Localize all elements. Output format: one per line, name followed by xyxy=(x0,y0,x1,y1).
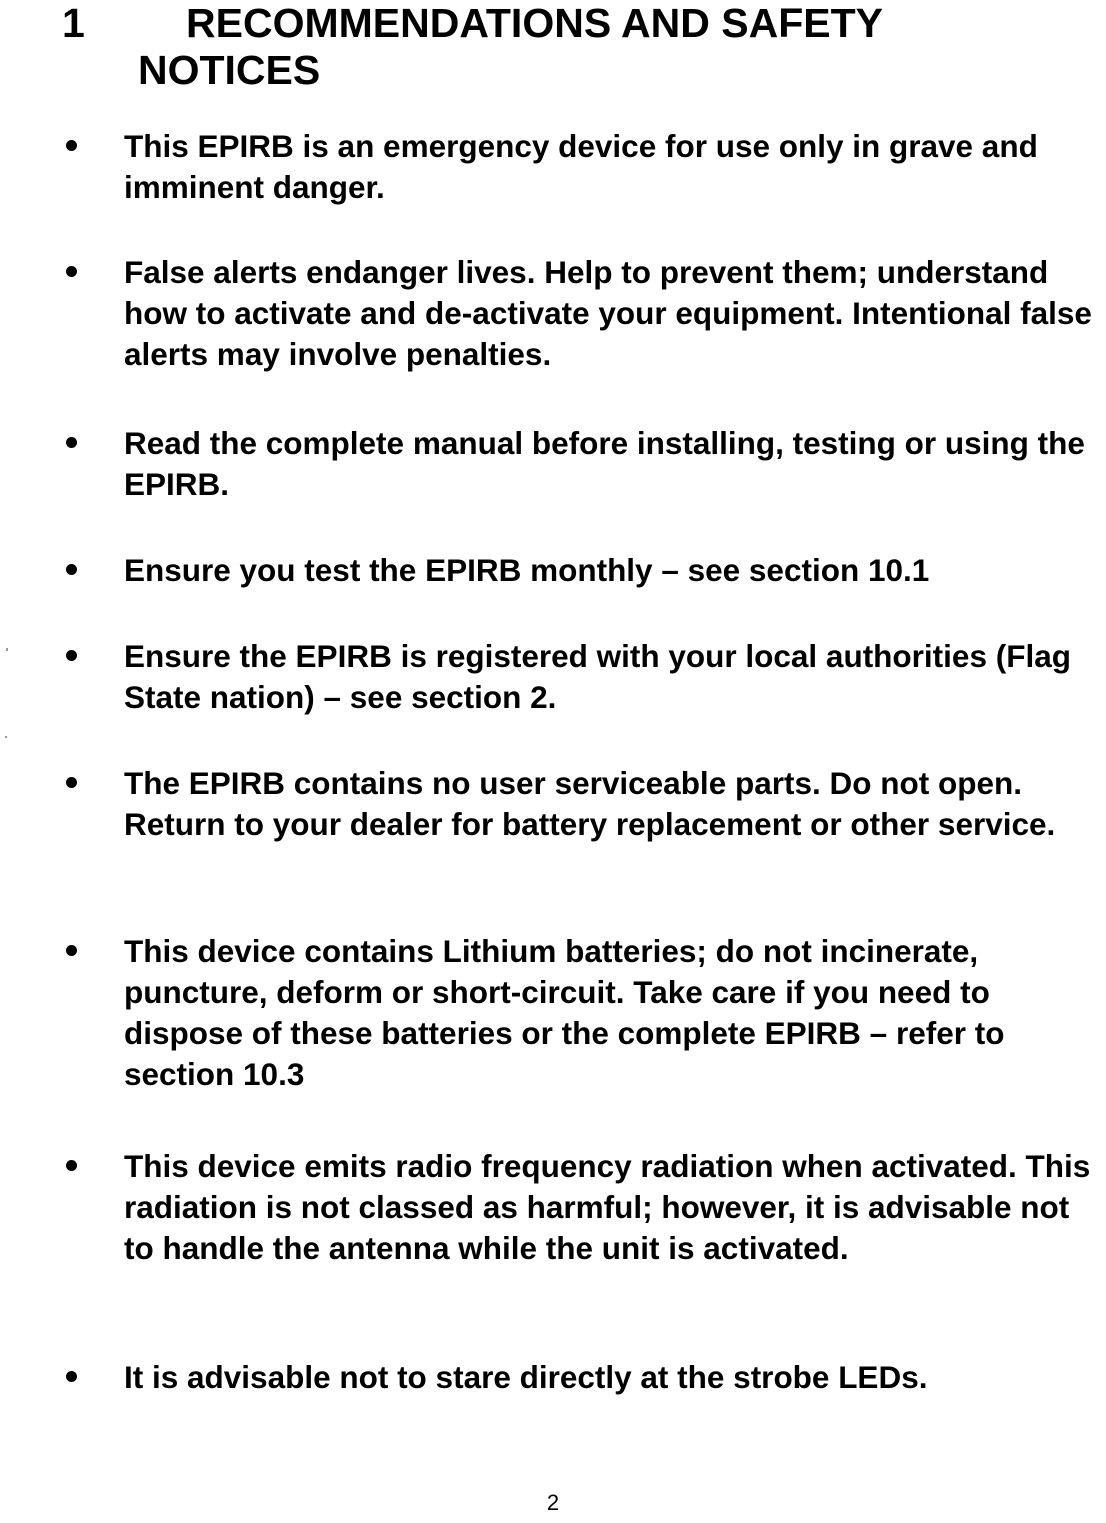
notice-text: Ensure the EPIRB is registered with your local authorities (Flag State nation) – see section 2. xyxy=(124,638,1071,715)
bullet-icon xyxy=(66,650,77,661)
bullet-icon xyxy=(66,777,77,788)
notice-text: The EPIRB contains no user serviceable parts. Do not open. Return to your dealer for battery replacement or other service. xyxy=(124,765,1056,842)
notice-text: This EPIRB is an emergency device for use only in grave and imminent danger. xyxy=(124,128,1038,205)
page-number: 2 xyxy=(546,1490,560,1515)
bullet-icon xyxy=(66,140,77,151)
notice-text: False alerts endanger lives. Help to prevent them; understand how to activate and de-activate your equipment. Intentional false alerts may involve penalties. xyxy=(124,254,1092,372)
scan-speck xyxy=(5,736,7,738)
bullet-icon xyxy=(66,564,77,575)
notice-text: It is advisable not to stare directly at the strobe LEDs. xyxy=(124,1359,928,1395)
section-title: RECOMMENDATIONS AND SAFETY NOTICES xyxy=(138,0,883,93)
notice-text: Read the complete manual before installing, testing or using the EPIRB. xyxy=(124,425,1085,502)
bullet-icon xyxy=(66,1371,77,1382)
bullet-icon xyxy=(66,1160,77,1171)
notice-text: This device emits radio frequency radiation when activated. This radiation is not classed as harmful; however, it is advisable not to handle the antenna while the unit is activated. xyxy=(124,1148,1091,1266)
bullet-icon xyxy=(66,437,77,448)
bullet-icon xyxy=(66,266,77,277)
scan-speck xyxy=(6,648,8,651)
section-number: 1 xyxy=(62,0,85,46)
notice-text: Ensure you test the EPIRB monthly – see section 10.1 xyxy=(124,552,930,588)
notice-text: This device contains Lithium batteries; do not incinerate, puncture, deform or short-circuit. Take care if you need to dispose of these batteries or the complete EPIRB – refer to section 10.3 xyxy=(124,933,1005,1092)
bullet-icon xyxy=(66,945,77,956)
